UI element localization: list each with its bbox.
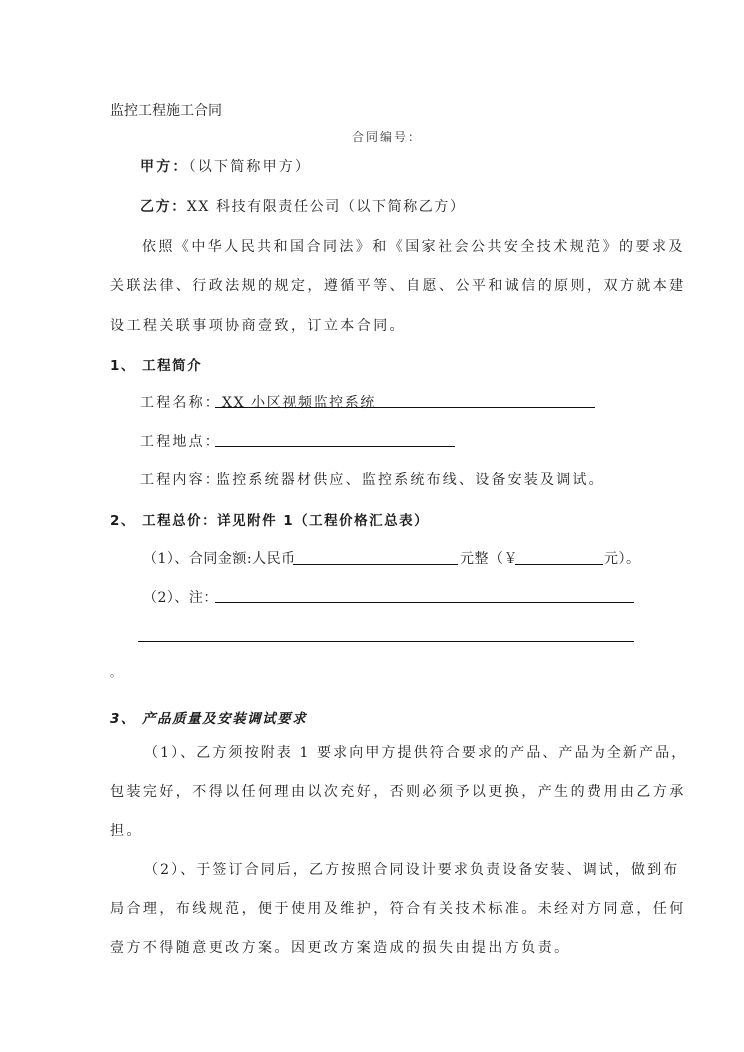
item1-line-3: 担。 (110, 823, 143, 839)
amount-unit: 元整（￥ (460, 551, 518, 567)
amount-label: （1）、合同金额:人民币 (143, 551, 296, 567)
item2-line-1: （2）、于签订合同后，乙方按照合同设计要求负责设备安装、调试，做到布 (144, 862, 680, 878)
preamble-line-2: 关联法律、行政法规的规定，遵循平等、自愿、公平和诚信的原则，双方就本建 (110, 278, 686, 294)
preamble-line-1: 依照《中华人民共和国合同法》和《国家社会公共安全技术规范》的要求及 (142, 239, 685, 255)
document-title: 监控工程施工合同 (110, 103, 222, 119)
project-location-label: 工程地点： (140, 434, 221, 450)
party-a-label: 甲方： (140, 159, 189, 175)
item2-line-2: 局合理，布线规范，便于使用及维护，符合有关技术标准。未经对方同意，任何 (110, 901, 686, 917)
item1-line-2: 包装完好，不得以任何理由以次充好，否则必须予以更换，产生的费用由乙方承 (110, 784, 686, 800)
contract-number-label: 合同编号： (352, 130, 423, 144)
note-underline-2[interactable] (138, 641, 634, 642)
note-underline-1[interactable] (215, 602, 634, 603)
preamble-line-3: 设工程关联事项协商壹致，订立本合同。 (110, 318, 407, 334)
project-content-label: 工程内容： (140, 472, 221, 488)
project-location-underline (215, 446, 455, 447)
party-a-line (140, 156, 311, 176)
item1-line-1: （1）、乙方须按附表 1 要求向甲方提供符合要求的产品、产品为全新产品， (144, 745, 688, 761)
section-2-heading: 2、 工程总价：详见附件 1（工程价格汇总表） (110, 513, 430, 529)
project-name-underline (215, 407, 595, 408)
project-name-value[interactable]: XX 小区视频监控系统 (222, 395, 376, 411)
party-a-text: （以下简称甲方） (188, 159, 312, 175)
trailing-mark: 。 (110, 666, 124, 679)
item2-line-3: 壹方不得随意更改方案。因更改方案造成的损失由提出方负责。 (110, 940, 571, 956)
amount-yen-underline[interactable] (515, 564, 603, 565)
section-1-heading: 1、 工程简介 (110, 358, 203, 374)
project-name-label: 工程名称： (140, 395, 221, 411)
party-b-label: 乙方： (140, 199, 187, 215)
party-b-text: XX 科技有限责任公司（以下简称乙方） (186, 199, 466, 215)
note-label: （2）、注： (143, 590, 218, 606)
party-b-line (140, 196, 466, 216)
project-content-value: 监控系统器材供应、监控系统布线、设备安装及调试。 (216, 472, 605, 488)
section-3-heading: 3、 产品质量及安装调试要求 (110, 711, 308, 727)
amount-underline[interactable] (293, 564, 458, 565)
amount-close: 元）。 (604, 551, 641, 567)
